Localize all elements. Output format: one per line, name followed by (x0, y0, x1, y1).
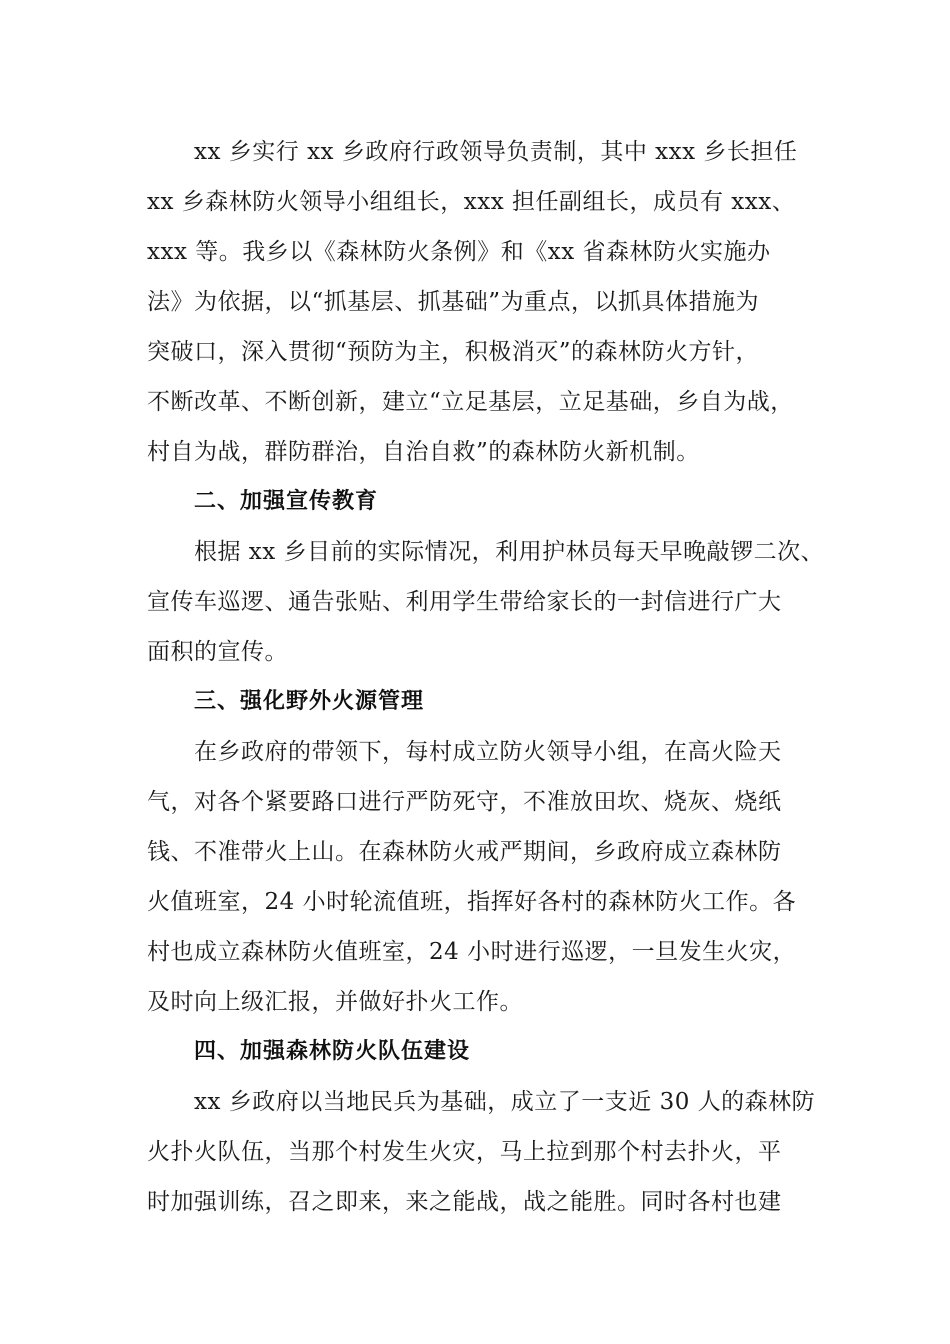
section-4-line-3: 时加强训练，召之即来，来之能战，战之能胜。同时各村也建 (147, 1189, 782, 1215)
section-2-line-1: 根据 xx 乡目前的实际情况，利用护林员每天早晚敲锣二次、 (194, 539, 825, 565)
paragraph-1-line-6: 不断改革、不断创新，建立“立足基层，立足基础，乡自为战， (147, 389, 794, 415)
section-2-line-2: 宣传车巡逻、通告张贴、利用学生带给家长的一封信进行广大 (147, 589, 782, 615)
section-4-line-2: 火扑火队伍，当那个村发生火灾，马上拉到那个村去扑火，平 (147, 1139, 782, 1165)
paragraph-1-line-2: xx 乡森林防火领导小组组长，xxx 担任副组长，成员有 xxx、 (147, 189, 796, 215)
section-3-line-5: 村也成立森林防火值班室，24 小时进行巡逻，一旦发生火灾， (147, 939, 797, 965)
section-2-heading: 二、加强宣传教育 (194, 489, 379, 514)
paragraph-1-line-3: xxx 等。我乡以《森林防火条例》和《xx 省森林防火实施办 (147, 239, 771, 265)
section-3-heading: 三、强化野外火源管理 (194, 689, 425, 714)
section-2-line-3: 面积的宣传。 (147, 639, 288, 665)
section-4-line-1: xx 乡政府以当地民兵为基础，成立了一支近 30 人的森林防 (194, 1089, 816, 1115)
section-3-line-3: 钱、不准带火上山。在森林防火戒严期间，乡政府成立森林防 (147, 839, 782, 865)
section-3-line-6: 及时向上级汇报，并做好扑火工作。 (147, 989, 523, 1015)
paragraph-1-line-1: xx 乡实行 xx 乡政府行政领导负责制，其中 xxx 乡长担任 (194, 139, 798, 165)
paragraph-1-line-5: 突破口，深入贯彻“预防为主，积极消灭”的森林防火方针， (147, 339, 760, 365)
section-3-line-4: 火值班室，24 小时轮流值班，指挥好各村的森林防火工作。各 (147, 889, 797, 915)
section-3-line-1: 在乡政府的带领下，每村成立防火领导小组，在高火险天 (194, 739, 782, 765)
paragraph-1-line-7: 村自为战，群防群治，自治自救”的森林防火新机制。 (147, 439, 700, 465)
paragraph-1-line-4: 法》为依据，以“抓基层、抓基础”为重点，以抓具体措施为 (147, 289, 760, 315)
section-3-line-2: 气，对各个紧要路口进行严防死守，不准放田坎、烧灰、烧纸 (147, 789, 782, 815)
section-4-heading: 四、加强森林防火队伍建设 (194, 1039, 471, 1064)
